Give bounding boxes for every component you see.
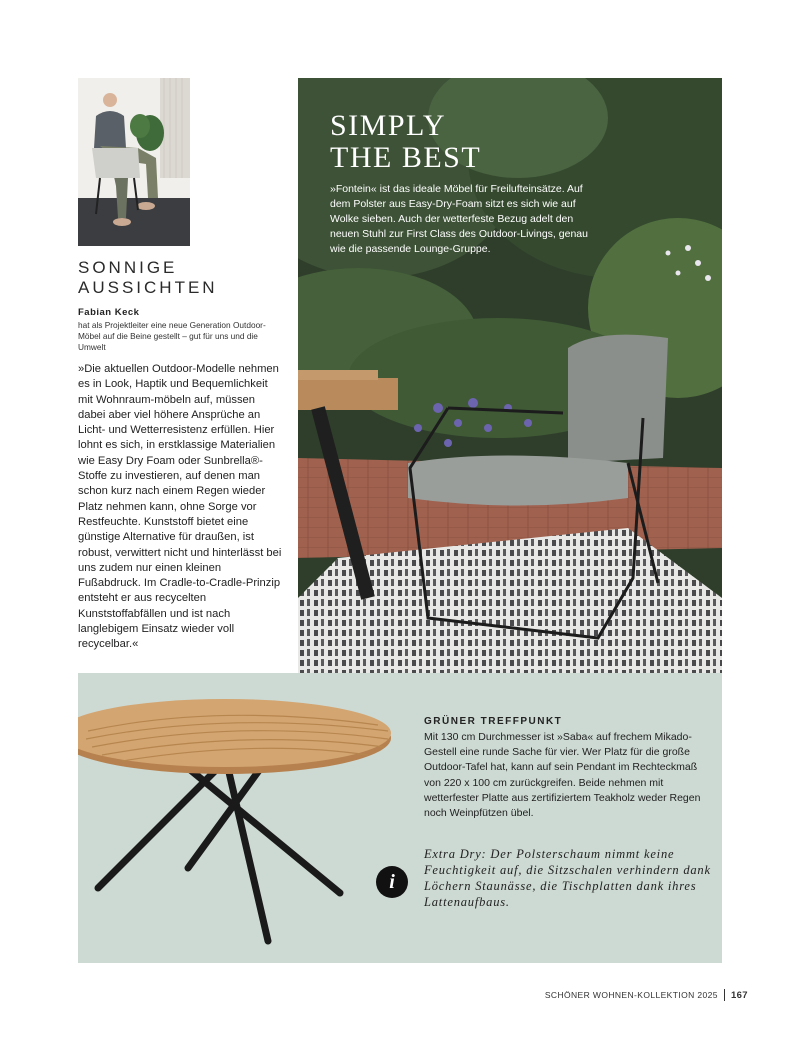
hero-title xyxy=(330,110,481,174)
panel-heading: GRÜNER TREFFPUNKT xyxy=(424,716,563,727)
footer-publication: SCHÖNER WOHNEN-KOLLEKTION 2025 xyxy=(544,990,718,1000)
expert-quote: »Die aktuellen Outdoor-Modelle nehmen es in Look, Haptik und Bequemlichkeit mit Wohnraum-möbeln auf, müssen dabei aber viel höhere Ansprüche an Licht- und Wetterresistenz erfüllen. Hier lohnt es sich, in erstklassige Materialien wie Easy Dry Foam oder Sunbrella®-Stoffe zu investieren, auf denen man schon kurz nach einem Regen wieder Platz nehmen kann, ohne Sorge vor Restfeuchte. Kunststoff bietet eine günstige Alternative für draußen, ist robust, verwittert nicht und hinterlässt bei uns zudem nur einen kleinen Fußabdruck. Im Cradle-to-Cradle-Prinzip entsteht er aus recycelten Kunststoffabfällen und ist nach langlebigem Einsatz wieder voll recycelbar.« xyxy=(78,363,282,651)
panel-text: Mit 130 cm Durchmesser ist »Saba« auf frechem Mikado-Gestell eine runde Sache für vier. Wer Platz für die große Outdoor-Tafel hat, kann auf sein Pendant im Rechteckmaß von 220 x 100 cm zurückgreifen. Beide nehmen mit wetterfester Platte aus zertifiziertem Teakholz weder Regen noch Weinpfützen übel. xyxy=(424,731,701,820)
page-number: 167 xyxy=(730,989,748,1001)
author-name: Fabian Keck xyxy=(78,307,140,318)
section-title-line-2: AUSSICHTEN xyxy=(78,278,218,297)
author-role: hat als Projektleiter eine neue Generation Outdoor-Möbel auf die Beine gestellt – gut für uns und die Umwelt xyxy=(78,320,266,352)
section-title xyxy=(78,258,278,298)
footer-separator xyxy=(724,989,725,1001)
table-image xyxy=(78,673,408,963)
hero-title-line-1: SIMPLY xyxy=(330,109,447,142)
section-title-line-1: SONNIGE xyxy=(78,258,178,277)
panel-note: Extra Dry: Der Polsterschaum nimmt keine Feuchtigkeit auf, die Sitzschalen verhindern dank Löchern Staunässe, die Tischplatten dank ihres Lattenaufbaus. xyxy=(424,847,711,909)
portrait-photo xyxy=(78,78,190,246)
info-icon: i xyxy=(376,866,408,898)
page-footer xyxy=(545,989,748,1001)
hero-text: »Fontein« ist das ideale Möbel für Freilufteinsätze. Auf dem Polster aus Easy-Dry-Foam sitzt es sich wie auf Wolke sieben. Auch der wetterfeste Bezug adelt den neuen Stuhl zur First Class des Outdoor-Livings, genau wie die passende Lounge-Gruppe. xyxy=(330,183,588,255)
hero-image xyxy=(298,78,722,673)
product-panel xyxy=(78,673,722,963)
hero-title-line-2: THE BEST xyxy=(330,141,482,174)
